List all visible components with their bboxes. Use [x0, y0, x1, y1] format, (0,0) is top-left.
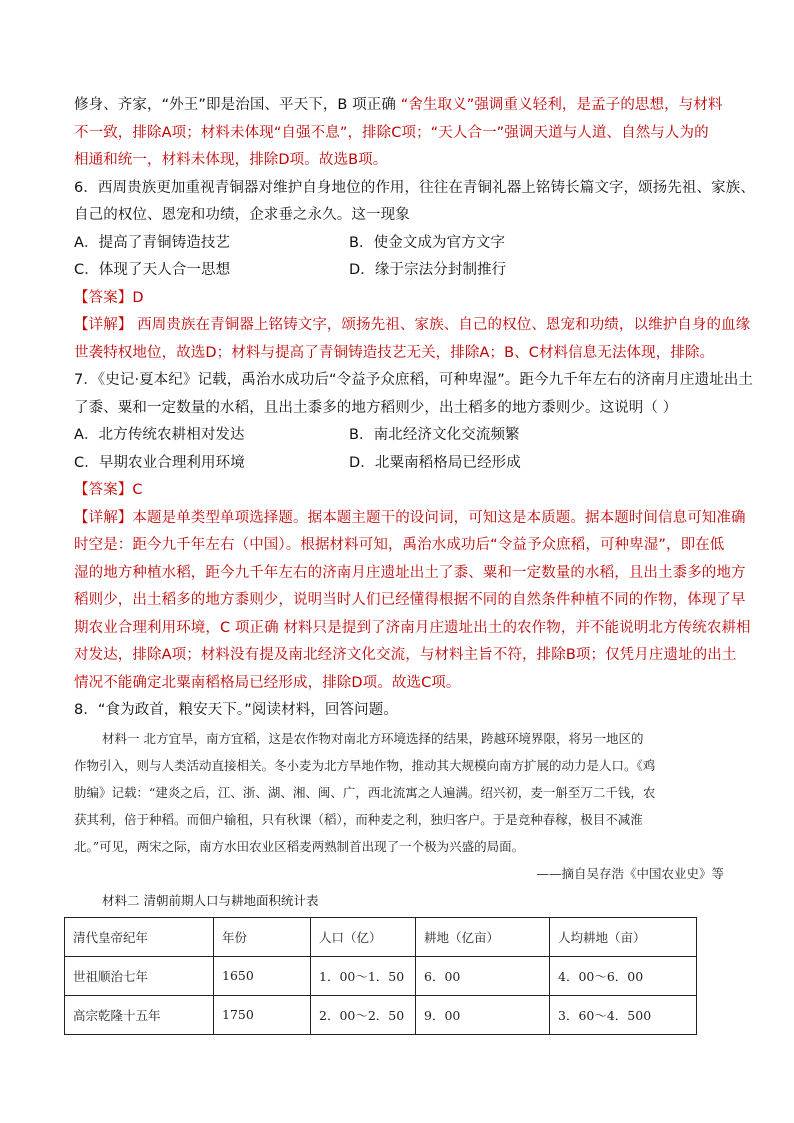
q7-stem-2: 了黍、粟和一定数量的水稻，且出土黍多的地方稻则少，出土稻多的地方黍则少。这说明（ ） [74, 399, 678, 416]
q7-option-a: A．北方传统农耕相对发达 [74, 427, 245, 443]
detail-tag: 【详解】 [74, 317, 133, 333]
table-row [65, 956, 697, 995]
table-cell: 2．00～2．50 [311, 995, 416, 1034]
q7-detail-7: 情况不能确定北粟南稻格局已经形成，排除D项。故选C项。 [74, 674, 461, 691]
material-1-line-3: 肋编》记载：“建炎之后，江、浙、湖、湘、闽、广，西北流寓之人遍满。绍兴初，麦一斛至万二千钱，农 [74, 784, 656, 800]
q6-option-a: A．提高了青铜铸造技艺 [74, 234, 231, 251]
intro-line-1 [74, 92, 724, 120]
q6-stem-1: 6．西周贵族更加重视青铜器对维护自身地位的作用，往往在青铜礼器上铭铸长篇文字，颂扬先祖、家族、 [74, 179, 755, 196]
intro-highlight: “舍生取义”强调重义轻利，是孟子的思想，与材料 [400, 97, 723, 113]
table-header-cell: 耕地（亿亩） [416, 917, 550, 956]
q7-detail-1 [74, 505, 746, 533]
q7-detail-6: 对发达，排除A项；材料没有提及南北经济文化交流，与材料主旨不符，排除B项；仅凭月庄遗址的出土 [74, 647, 737, 663]
table-cell: 世祖顺治七年 [65, 956, 214, 995]
table-cell: 1650 [214, 956, 311, 995]
q6-options-row-1 [74, 230, 724, 258]
answer-value: D [132, 289, 144, 306]
q6-answer [74, 285, 724, 313]
q7-detail-2: 时空是：距今九千年左右（中国）。根据材料可知，禹治水成功后“令益予众庶稻，可种卑湿”，即在低 [74, 537, 725, 553]
material-1-line-5: 北。”可见，两宋之际，南方水田农业区稻麦两熟制首出现了一个极为兴盛的局面。 [74, 838, 525, 854]
q7-answer [74, 477, 724, 505]
q7-options-row-2 [74, 450, 724, 478]
document-page [73, 92, 755, 1035]
q6-option-d: D．缘于宗法分封制推行 [349, 262, 507, 278]
table-row [65, 995, 697, 1034]
material-2-caption: 材料二 清朝前期人口与耕地面积统计表 [102, 892, 319, 908]
table-cell: 6．00 [416, 956, 550, 995]
table-cell: 1．00～1．50 [311, 956, 416, 995]
material-1-line-1: 材料一 北方宜旱，南方宜稻，这是农作物对南北方环境选择的结果，跨越环境界限，将另一地区的 [102, 730, 644, 746]
q7-option-b: B．南北经济文化交流频繁 [349, 427, 520, 443]
material-1-source: ——摘自吴存浩《中国农业史》等 [536, 865, 724, 881]
detail-text: 期农业合理利用环境，C 项正确 [74, 619, 279, 636]
q7-stem-1: 7．《史记·夏本纪》记载，禹治水成功后“令益予众庶稻，可种卑湿”。距今九千年左右的济南月庄遗址出土 [74, 372, 754, 388]
table-header-cell: 人均耕地（亩） [550, 917, 697, 956]
table-cell: 4．00～6．00 [550, 956, 697, 995]
material-1-line-2: 作物引入，则与人类活动直接相关。冬小麦为北方旱地作物，推动其大规模向南方扩展的动力是人口。《鸡 [74, 757, 656, 773]
answer-value: C [132, 482, 143, 498]
q6-options-row-2 [74, 257, 724, 285]
q6-option-b: B．使金文成为官方文字 [349, 234, 506, 251]
table-cell: 9．00 [416, 995, 550, 1034]
q7-option-d: D．北粟南稻格局已经形成 [349, 454, 521, 471]
q6-option-c: C．体现了天人合一思想 [74, 262, 231, 278]
q6-detail-2: 世袭特权地位，故选D；材料与提高了青铜铸造技艺无关，排除A；B、C材料信息无法体现，排除。 [74, 344, 715, 361]
q8-stem: 8．“食为政首，粮安天下。”阅读材料，回答问题。 [74, 702, 398, 718]
table-header-row [65, 917, 697, 956]
intro-text: 修身、齐家，“外王”即是治国、平天下，B 项正确 [74, 97, 396, 113]
table-header-cell: 清代皇帝纪年 [65, 917, 214, 956]
answer-tag: 【答案】 [74, 289, 133, 306]
intro-line-2: 不一致，排除A项；材料未体现“自强不息”，排除C项；“天人合一”强调天道与人道、自然与人为的 [74, 124, 709, 141]
population-farmland-table [64, 917, 697, 1035]
q7-detail-4: 稻则少，出土稻多的地方黍则少，说明当时人们已经懂得根据不同的自然条件种植不同的作物，体现了早 [74, 592, 746, 608]
answer-tag: 【答案】 [74, 482, 133, 498]
detail-text: 本题是单类型单项选择题。据本题主题干的设问词，可知这是本质题。据本题时间信息可知准确 [132, 509, 746, 526]
q7-option-c: C．早期农业合理利用环境 [74, 454, 245, 471]
detail-text: 西周贵族在青铜器上铭铸文字，颂扬先祖、家族、自己的权位、恩宠和功绩，以维护自身的血缘 [132, 317, 751, 333]
table-header-cell: 年份 [214, 917, 311, 956]
q7-detail-5 [74, 615, 751, 643]
detail-tag: 【详解】 [74, 509, 133, 526]
q6-stem-2: 自己的权位、恩宠和功绩，企求垂之永久。这一现象 [74, 207, 410, 223]
q6-detail-1 [74, 312, 751, 340]
table-header-cell: 人口（亿） [311, 917, 416, 956]
material-1-line-4: 获其利，倍于种稻。而佃户输租，只有秋课（稻），而种麦之利，独归客户。于是竞种春稼，极目不减淮 [74, 811, 643, 827]
detail-text: 材料只是提到了济南月庄遗址出土的农作物，并不能说明北方传统农耕相 [283, 619, 751, 636]
table-cell: 3．60～4．500 [550, 995, 697, 1034]
q7-detail-3: 湿的地方种植水稻，距今九千年左右的济南月庄遗址出土了黍、粟和一定数量的水稻，且出土黍多的地方 [74, 564, 746, 581]
table-cell: 高宗乾隆十五年 [65, 995, 214, 1034]
q7-options-row-1 [74, 422, 724, 450]
intro-line-3: 相通和统一，材料未体现，排除D项。故选B项。 [74, 152, 388, 168]
table-cell: 1750 [214, 995, 311, 1034]
